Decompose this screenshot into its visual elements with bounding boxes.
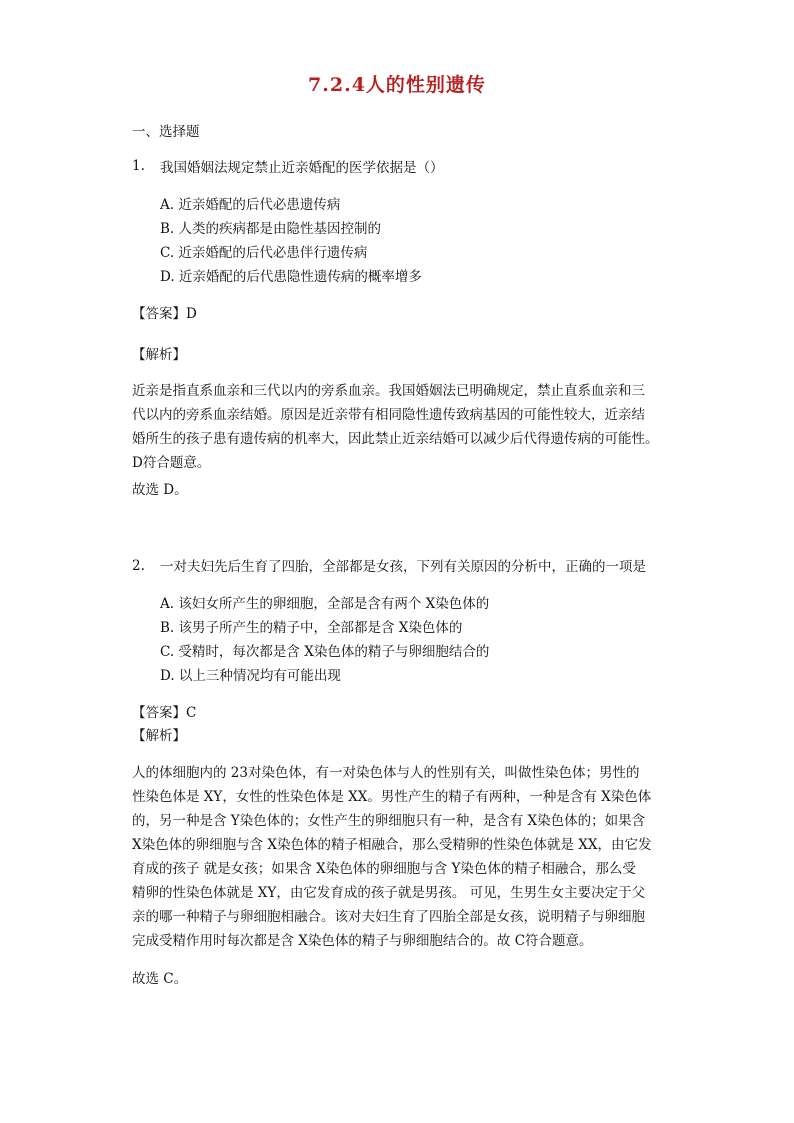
- question-2-option-a: A. 该妇女所产生的卵细胞，全部是含有两个 X染色体的: [160, 596, 490, 612]
- question-2-option-d: D. 以上三种情况均有可能出现: [160, 668, 341, 684]
- question-1-analysis-line: 婚所生的孩子患有遗传病的机率大，因此禁止近亲结婚可以减少后代得遗传病的可能性。: [132, 431, 659, 447]
- question-2-analysis-line: 人的体细胞内的 23对染色体，有一对染色体与人的性别有关，叫做性染色体；男性的: [132, 765, 640, 781]
- question-1-option-a: A. 近亲婚配的后代必患遗传病: [160, 197, 341, 213]
- question-2-analysis-line: 性染色体是 XY，女性的性染色体是 XX。男性产生的精子有两种，一种是含有 X染色体: [132, 789, 652, 805]
- question-2-number: 2.: [132, 558, 145, 574]
- question-1-analysis-line: 近亲是指直系血亲和三代以内的旁系血亲。我国婚姻法已明确规定，禁止直系血亲和三: [132, 383, 645, 399]
- question-1-option-b: B. 人类的疾病都是由隐性基因控制的: [160, 221, 382, 237]
- question-1-analysis-label: 【解析】: [132, 347, 186, 363]
- question-2-analysis-line: 精卵的性染色体就是 XY，由它发育成的孩子就是男孩。 可见，生男生女主要决定于父: [132, 885, 646, 901]
- page-title: 7.2.4人的性别遗传: [308, 74, 486, 96]
- question-2-analysis-line: 亲的哪一种精子与卵细胞相融合。该对夫妇生育了四胎全部是女孩，说明精子与卵细胞: [132, 909, 645, 925]
- question-2-option-b: B. 该男子所产生的精子中，全部都是含 X染色体的: [160, 620, 463, 636]
- question-2-choose: 故选 C。: [132, 971, 188, 987]
- question-2-answer: 【答案】C: [132, 705, 197, 721]
- question-2-analysis-label: 【解析】: [132, 728, 186, 744]
- question-1-analysis-line: D符合题意。: [132, 455, 211, 471]
- question-1-number: 1.: [132, 158, 145, 174]
- question-1-analysis-line: 代以内的旁系血亲结婚。原因是近亲带有相同隐性遗传致病基因的可能性较大，近亲结: [132, 407, 645, 423]
- question-1-option-d: D. 近亲婚配的后代患隐性遗传病的概率增多: [160, 269, 422, 285]
- question-1-option-c: C. 近亲婚配的后代必患伴行遗传病: [160, 245, 368, 261]
- question-2-analysis-line: 育成的孩子 就是女孩；如果含 X染色体的卵细胞与含 Y染色体的精子相融合，那么受: [132, 861, 636, 877]
- question-2-text: 一对夫妇先后生育了四胎，全部都是女孩，下列有关原因的分析中，正确的一项是: [160, 559, 646, 575]
- question-2-analysis-line: 的，另一种是含 Y染色体的；女性产生的卵细胞只有一种，是含有 X染色体的；如果含: [132, 813, 646, 829]
- question-2-analysis-line: 完成受精作用时每次都是含 X染色体的精子与卵细胞结合的。故 C符合题意。: [132, 933, 593, 949]
- question-1-text: 我国婚姻法规定禁止近亲婚配的医学依据是（）: [160, 160, 444, 176]
- section-heading: 一、选择题: [132, 124, 200, 140]
- question-1-choose: 故选 D。: [132, 482, 188, 498]
- question-2-analysis-line: X染色体的卵细胞与含 X染色体的精子相融合，那么受精卵的性染色体就是 XX，由它发: [132, 837, 652, 853]
- question-2-option-c: C. 受精时，每次都是含 X染色体的精子与卵细胞结合的: [160, 644, 490, 660]
- question-1-answer: 【答案】D: [132, 306, 197, 322]
